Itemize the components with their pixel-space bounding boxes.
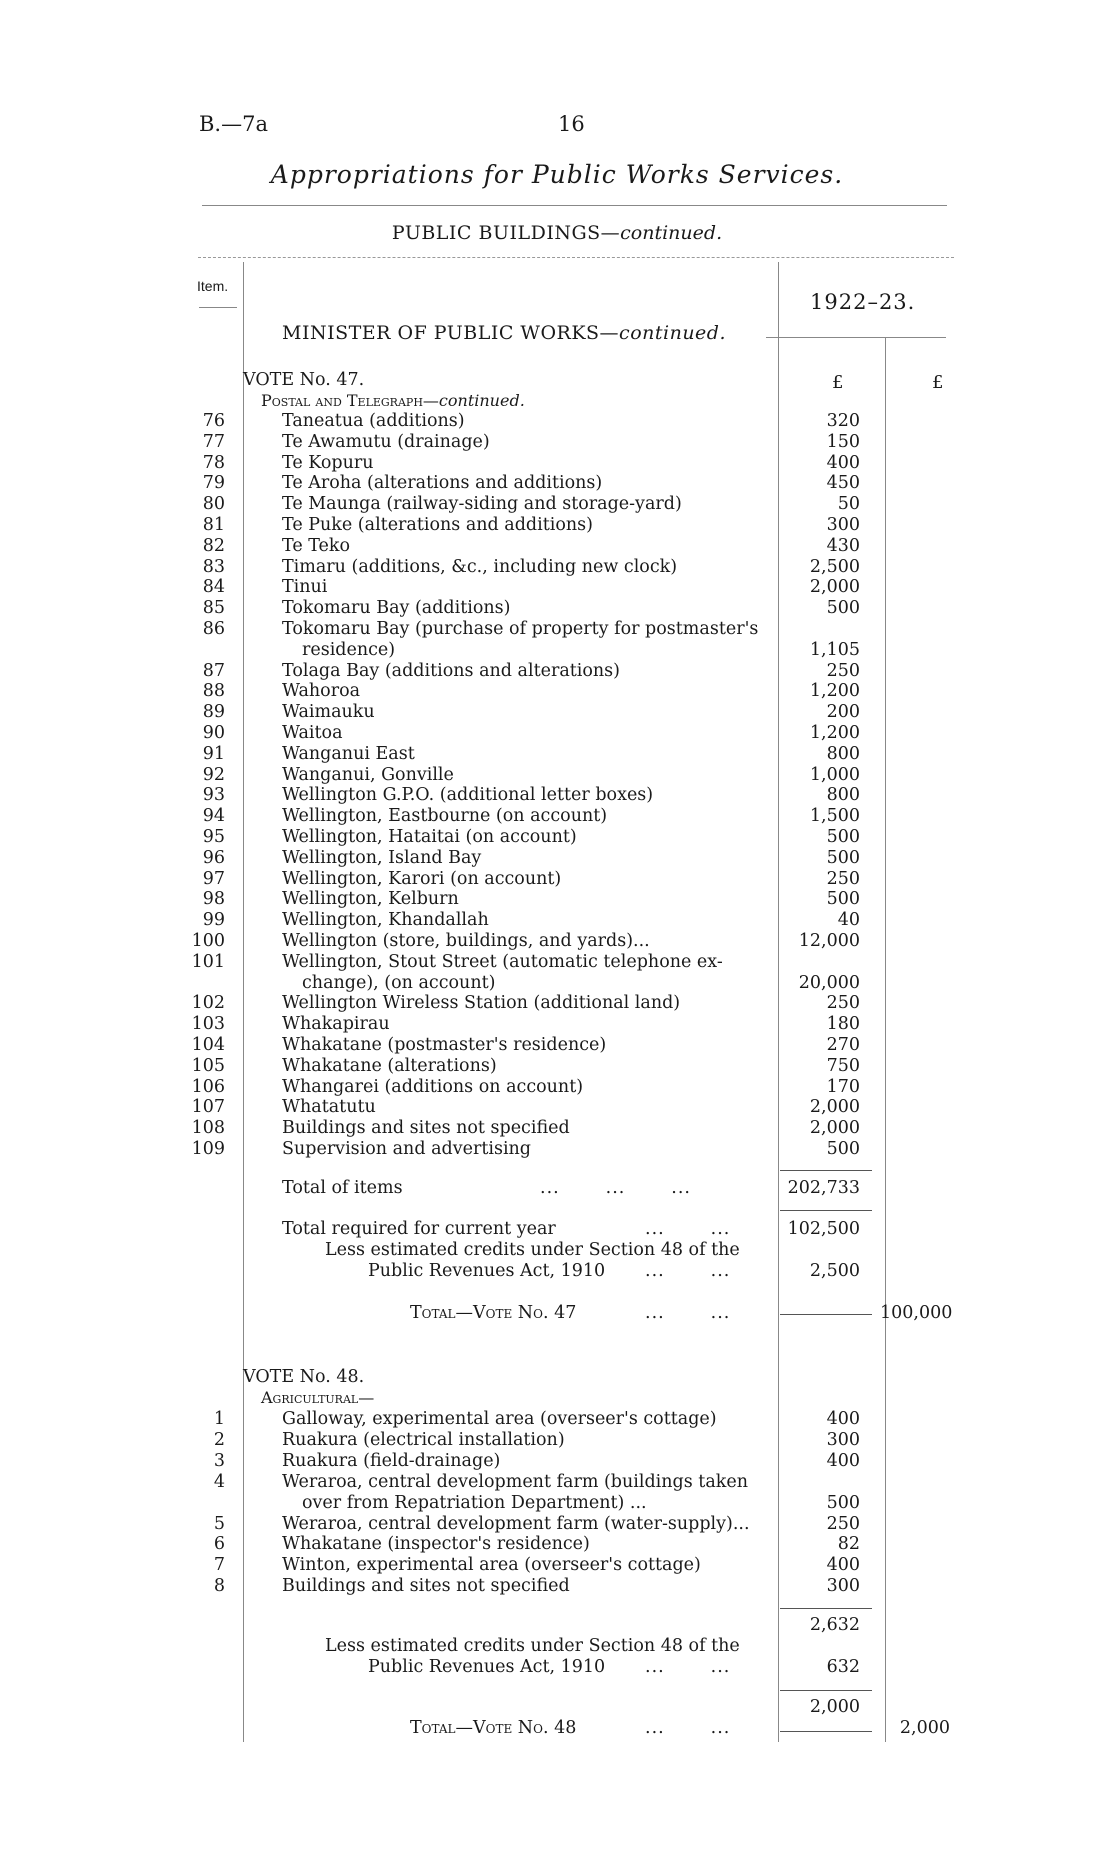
leader-dots: ... ... [645, 1261, 731, 1281]
item-description: Whakapirau [282, 1014, 390, 1035]
item-description: Wellington, Khandallah [282, 910, 489, 931]
item-description: Te Kopuru [282, 452, 374, 473]
item-number: 76 [202, 411, 225, 431]
item-amount: 1,500 [809, 806, 860, 827]
vote-48-total-label: Total—Vote No. 48 [410, 1718, 577, 1738]
item-description: Timaru (additions, &c., including new clock) [282, 556, 678, 577]
item-description: Wahoroa [282, 681, 361, 702]
item-amount: 500 [826, 847, 860, 868]
vote-48-less-line-2: Public Revenues Act, 1910 [368, 1657, 606, 1677]
vote-47-title: VOTE No. 47. [243, 370, 365, 390]
item-number: 106 [191, 1076, 225, 1097]
item-description: Waimauku [282, 702, 375, 723]
vote-48-subtotal: 2,632 [809, 1615, 860, 1635]
item-number: 8 [213, 1576, 225, 1597]
vote-47-subtitle [261, 391, 525, 410]
item-amount: 430 [826, 535, 860, 556]
section-name: PUBLIC BUILDINGS— [391, 222, 621, 244]
item-amount: 150 [826, 431, 860, 452]
vote-48-less-row-2 [0, 1657, 1114, 1677]
total-items-rule [780, 1170, 872, 1171]
total-items-row [0, 1178, 1114, 1198]
item-number: 103 [191, 1014, 225, 1035]
item-description: Wellington, Kelburn [282, 889, 459, 910]
item-number: 7 [213, 1555, 225, 1576]
item-description: Wanganui, Gonville [282, 764, 454, 785]
required-row [0, 1219, 1114, 1239]
item-description: Supervision and advertising [282, 1139, 532, 1159]
required-amount: 102,500 [787, 1219, 860, 1239]
item-amount: 170 [826, 1076, 860, 1097]
section-heading [0, 222, 1114, 244]
currency-right: £ [932, 372, 944, 393]
item-description-continued: residence) [302, 639, 396, 660]
item-column-header: Item. [197, 278, 229, 294]
item-amount: 1,105 [809, 639, 860, 660]
currency-left: £ [832, 372, 844, 393]
vote-48-net-amount: 2,000 [809, 1697, 860, 1717]
item-number: 78 [202, 452, 225, 473]
item-description: Ruakura (electrical installation) [282, 1429, 565, 1450]
item-row [0, 598, 1114, 618]
item-number: 98 [202, 889, 225, 910]
item-description: Tinui [282, 577, 328, 598]
item-description: Tolaga Bay (additions and alterations) [282, 660, 620, 681]
item-description: Buildings and sites not specified [282, 1576, 570, 1597]
item-row [0, 702, 1114, 722]
item-number: 97 [202, 868, 225, 889]
item-amount: 2,500 [809, 556, 860, 577]
item-amount: 200 [826, 702, 860, 723]
item-description: Wellington, Hataitai (on account) [282, 827, 577, 847]
year-heading: 1922–23. [810, 290, 916, 314]
item-row-continuation [0, 973, 1114, 993]
item-row [0, 806, 1114, 826]
item-number: 100 [191, 931, 225, 951]
vote-48-title: VOTE No. 48. [243, 1367, 365, 1387]
item-description: Galloway, experimental area (overseer's cottage) [282, 1409, 717, 1429]
item-row [0, 952, 1114, 972]
item-row [0, 869, 1114, 889]
item-description: Winton, experimental area (overseer's cottage) [282, 1555, 701, 1576]
item-row [0, 536, 1114, 556]
item-number: 91 [202, 743, 225, 764]
less-label-line-2: Public Revenues Act, 1910 [368, 1261, 606, 1281]
item-amount: 250 [826, 660, 860, 681]
item-number: 93 [202, 785, 225, 806]
required-label: Total required for current year [282, 1219, 556, 1239]
vote-48-subtotal-row [0, 1615, 1114, 1635]
item-number: 95 [202, 827, 225, 847]
item-description: Te Aroha (alterations and additions) [282, 473, 603, 494]
item-row [0, 453, 1114, 473]
item-amount: 40 [837, 910, 860, 931]
item-number: 94 [202, 806, 225, 827]
item-amount: 500 [826, 1139, 860, 1159]
item-row [0, 557, 1114, 577]
item-row [0, 1451, 1114, 1471]
item-amount: 12,000 [798, 931, 860, 951]
item-row [0, 1472, 1114, 1492]
item-row [0, 723, 1114, 743]
item-number: 3 [213, 1450, 225, 1471]
leader-dots: ... ... [645, 1219, 731, 1239]
item-number: 88 [202, 681, 225, 702]
item-number: 105 [191, 1055, 225, 1076]
item-row [0, 577, 1114, 597]
item-number: 107 [191, 1097, 225, 1118]
item-number: 108 [191, 1118, 225, 1139]
item-row [0, 1139, 1114, 1159]
vote-48-less-line-1: Less estimated credits under Section 48 of the [325, 1636, 740, 1656]
item-description: Wellington, Stout Street (automatic telephone ex- [282, 951, 723, 972]
item-row [0, 494, 1114, 514]
item-amount: 300 [826, 515, 860, 535]
leader-dots: ... ... [645, 1657, 731, 1677]
vote-47-total-label: Total—Vote No. 47 [410, 1303, 577, 1323]
vote-48-net-rule [780, 1690, 872, 1691]
vote-48-less-amount: 632 [826, 1657, 860, 1677]
item-row [0, 1014, 1114, 1034]
item-amount: 1,200 [809, 681, 860, 702]
item-description: Wanganui East [282, 743, 415, 764]
item-description: Te Awamutu (drainage) [282, 431, 490, 452]
item-amount: 82 [837, 1534, 860, 1555]
item-number: 101 [191, 951, 225, 972]
item-description: Wellington G.P.O. (additional letter boxes) [282, 785, 654, 806]
item-amount: 250 [826, 993, 860, 1014]
less-row-2 [0, 1261, 1114, 1281]
table-top-rule [198, 257, 954, 258]
item-row [0, 765, 1114, 785]
item-row [0, 889, 1114, 909]
item-amount: 500 [826, 1492, 860, 1513]
item-amount: 1,000 [809, 764, 860, 785]
item-description: Ruakura (field-drainage) [282, 1450, 501, 1471]
item-row [0, 661, 1114, 681]
vote-48-subtitle: Agricultural— [261, 1388, 375, 1407]
item-amount: 500 [826, 827, 860, 847]
item-amount: 800 [826, 743, 860, 764]
item-number: 102 [191, 993, 225, 1014]
item-description: Te Maunga (railway-siding and storage-yard) [282, 494, 682, 515]
vote-47-subtitle-text: Postal and Telegraph— [261, 391, 439, 410]
less-row-1 [0, 1240, 1114, 1260]
item-number: 2 [213, 1429, 225, 1450]
item-number: 99 [202, 910, 225, 931]
item-amount: 500 [826, 889, 860, 910]
item-amount: 400 [826, 1409, 860, 1429]
item-row-continuation [0, 640, 1114, 660]
item-description: Whakatane (alterations) [282, 1055, 497, 1076]
item-description: Whangarei (additions on account) [282, 1076, 584, 1097]
leader-dots: ... ... ... [540, 1178, 691, 1198]
item-number: 80 [202, 494, 225, 515]
item-number: 92 [202, 764, 225, 785]
item-description: Wellington, Karori (on account) [282, 868, 562, 889]
item-number: 87 [202, 660, 225, 681]
item-description: Wellington, Eastbourne (on account) [282, 806, 608, 827]
less-label-line-1: Less estimated credits under Section 48 of the [325, 1240, 740, 1260]
item-description: Te Teko [282, 535, 351, 556]
item-description: Whatatutu [282, 1097, 376, 1118]
item-description: Buildings and sites not specified [282, 1118, 570, 1139]
item-row [0, 681, 1114, 701]
vote-48-less-row-1 [0, 1636, 1114, 1656]
minister-heading [282, 322, 726, 344]
total-items-amount: 202,733 [787, 1178, 860, 1198]
item-number: 4 [213, 1471, 225, 1492]
vote-48-subtotal-rule [780, 1608, 872, 1609]
item-amount: 50 [837, 494, 860, 515]
document-reference: B.—7a [199, 112, 268, 136]
item-amount: 180 [826, 1014, 860, 1035]
item-description: Wellington Wireless Station (additional land) [282, 993, 681, 1014]
item-number: 1 [213, 1409, 225, 1429]
item-amount: 400 [826, 1450, 860, 1471]
item-amount: 250 [826, 1513, 860, 1534]
item-number: 86 [202, 619, 225, 639]
leader-dots: ... ... [645, 1303, 731, 1323]
total-items-label: Total of items [282, 1178, 403, 1198]
item-number: 109 [191, 1139, 225, 1159]
item-amount: 300 [826, 1576, 860, 1597]
item-number: 79 [202, 473, 225, 494]
vote-48-total-amount: 2,000 [899, 1718, 950, 1738]
item-description: Weraroa, central development farm (buildings taken [282, 1471, 748, 1492]
item-number: 84 [202, 577, 225, 598]
item-row [0, 993, 1114, 1013]
item-row [0, 1035, 1114, 1055]
item-row [0, 1409, 1114, 1429]
item-amount: 400 [826, 1555, 860, 1576]
item-description: Te Puke (alterations and additions) [282, 515, 593, 535]
less-amount: 2,500 [809, 1261, 860, 1281]
item-amount: 300 [826, 1429, 860, 1450]
item-row [0, 1576, 1114, 1596]
item-description-continued: over from Repatriation Department) ... [302, 1492, 647, 1513]
item-row-continuation [0, 1493, 1114, 1513]
page-number: 16 [558, 112, 585, 136]
item-row [0, 910, 1114, 930]
minister-continued: continued. [619, 322, 726, 344]
item-description: Tokomaru Bay (additions) [282, 598, 511, 619]
item-row [0, 1077, 1114, 1097]
item-amount: 400 [826, 452, 860, 473]
item-amount: 2,000 [809, 1097, 860, 1118]
item-number: 104 [191, 1035, 225, 1055]
item-row [0, 1514, 1114, 1534]
vote-47-subtitle-continued: continued. [438, 391, 525, 410]
item-description: Tokomaru Bay (purchase of property for postmaster's [282, 619, 759, 639]
item-row [0, 1430, 1114, 1450]
item-row [0, 827, 1114, 847]
vote-47-total-row [0, 1303, 1114, 1323]
item-number: 89 [202, 702, 225, 723]
page-title: Appropriations for Public Works Services. [270, 160, 844, 189]
item-amount: 270 [826, 1035, 860, 1055]
item-row [0, 931, 1114, 951]
vote-47-total-amount: 100,000 [880, 1303, 953, 1323]
minister-name: MINISTER OF PUBLIC WORKS— [282, 322, 620, 344]
item-amount: 2,000 [809, 577, 860, 598]
item-header-rule [199, 307, 237, 308]
item-number: 77 [202, 431, 225, 452]
item-row [0, 1555, 1114, 1575]
vote-48-total-row [0, 1718, 1114, 1738]
item-description: Whakatane (inspector's residence) [282, 1534, 590, 1555]
item-amount: 250 [826, 868, 860, 889]
leader-dots: ... ... [645, 1718, 731, 1738]
item-row [0, 473, 1114, 493]
item-description: Weraroa, central development farm (water-supply)... [282, 1513, 750, 1534]
item-row [0, 1097, 1114, 1117]
item-row [0, 411, 1114, 431]
year-rule [766, 337, 946, 338]
item-row [0, 1056, 1114, 1076]
item-amount: 1,200 [809, 723, 860, 743]
item-row [0, 432, 1114, 452]
item-description: Wellington, Island Bay [282, 847, 482, 868]
item-amount: 2,000 [809, 1118, 860, 1139]
item-number: 90 [202, 723, 225, 743]
required-rule [780, 1210, 872, 1211]
section-continued: continued. [620, 222, 723, 244]
item-row [0, 515, 1114, 535]
item-number: 96 [202, 847, 225, 868]
item-row [0, 619, 1114, 639]
item-number: 81 [202, 515, 225, 535]
item-row [0, 1118, 1114, 1138]
item-description-continued: change), (on account) [302, 972, 496, 993]
item-description: Whakatane (postmaster's residence) [282, 1035, 607, 1055]
item-row [0, 848, 1114, 868]
item-description: Taneatua (additions) [282, 411, 465, 431]
item-row [0, 1534, 1114, 1554]
item-description: Waitoa [282, 723, 343, 743]
item-row [0, 744, 1114, 764]
item-amount: 20,000 [798, 972, 860, 993]
item-number: 6 [213, 1534, 225, 1555]
item-amount: 750 [826, 1055, 860, 1076]
title-rule [202, 205, 947, 206]
item-number: 82 [202, 535, 225, 556]
item-number: 83 [202, 556, 225, 577]
item-amount: 320 [826, 411, 860, 431]
item-amount: 450 [826, 473, 860, 494]
vote-48-net-row [0, 1697, 1114, 1717]
item-description: Wellington (store, buildings, and yards)... [282, 931, 650, 951]
item-number: 5 [213, 1513, 225, 1534]
item-row [0, 785, 1114, 805]
item-amount: 800 [826, 785, 860, 806]
item-amount: 500 [826, 598, 860, 619]
item-number: 85 [202, 598, 225, 619]
